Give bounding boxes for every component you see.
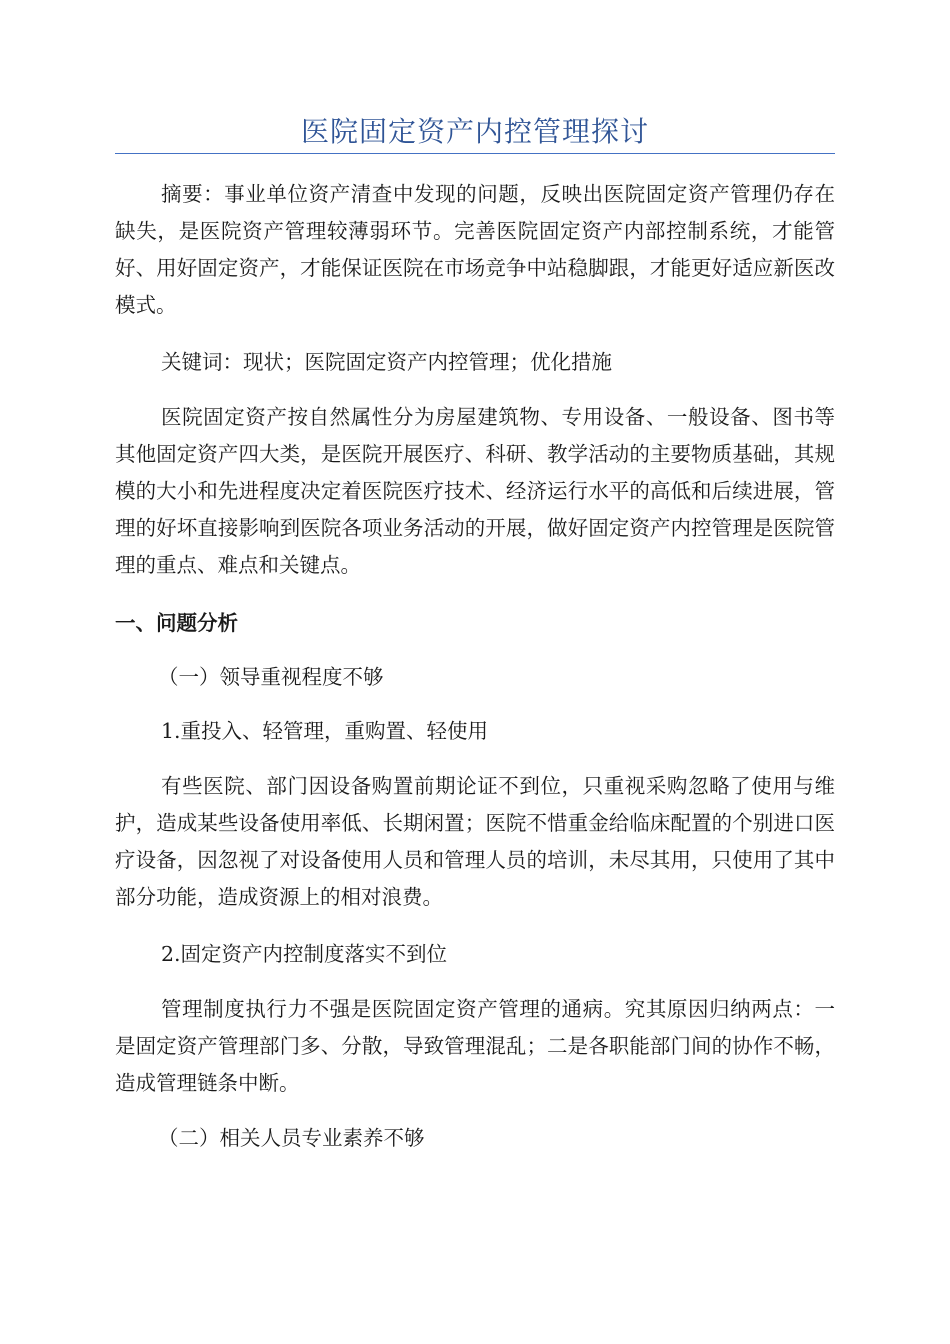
intro-paragraph: 医院固定资产按自然属性分为房屋建筑物、专用设备、一般设备、图书等其他固定资产四大类，是医院开展医疗、科研、教学活动的主要物质基础，其规模的大小和先进程度决定着医院医疗技术、经济运行水平的高低和后续进展，管理的好坏直接影响到医院各项业务活动的开展，做好固定资产内控管理是医院管理的重点、难点和关键点。 <box>115 405 835 577</box>
item-heading-investment: 1.重投入、轻管理，重购置、轻使用 <box>161 719 489 743</box>
document-title: 医院固定资产内控管理探讨 <box>300 115 649 148</box>
item-paragraph-investment: 有些医院、部门因设备购置前期论证不到位，只重视采购忽略了使用与维护，造成某些设备使用率低、长期闲置；医院不惜重金给临床配置的个别进口医疗设备，因忽视了对设备使用人员和管理人员的培训，未尽其用，只使用了其中部分功能，造成资源上的相对浪费。 <box>115 774 835 909</box>
abstract-paragraph: 摘要：事业单位资产清查中发现的问题，反映出医院固定资产管理仍存在缺失，是医院资产管理较薄弱环节。完善医院固定资产内部控制系统，才能管好、用好固定资产，才能保证医院在市场竞争中站稳脚跟，才能更好适应新医改模式。 <box>115 182 835 317</box>
subsection-heading-staff: （二）相关人员专业素养不够 <box>158 1126 425 1150</box>
subsection-heading-leadership: （一）领导重视程度不够 <box>158 665 384 689</box>
item-paragraph-internal-control: 管理制度执行力不强是医院固定资产管理的通病。究其原因归纳两点：一是固定资产管理部门多、分散，导致管理混乱；二是各职能部门间的协作不畅，造成管理链条中断。 <box>115 997 835 1095</box>
title-underline <box>115 153 835 154</box>
keywords-paragraph: 关键词：现状；医院固定资产内控管理；优化措施 <box>161 350 612 374</box>
section-heading-problem-analysis: 一、问题分析 <box>115 611 238 635</box>
item-heading-internal-control: 2.固定资产内控制度落实不到位 <box>161 942 448 966</box>
